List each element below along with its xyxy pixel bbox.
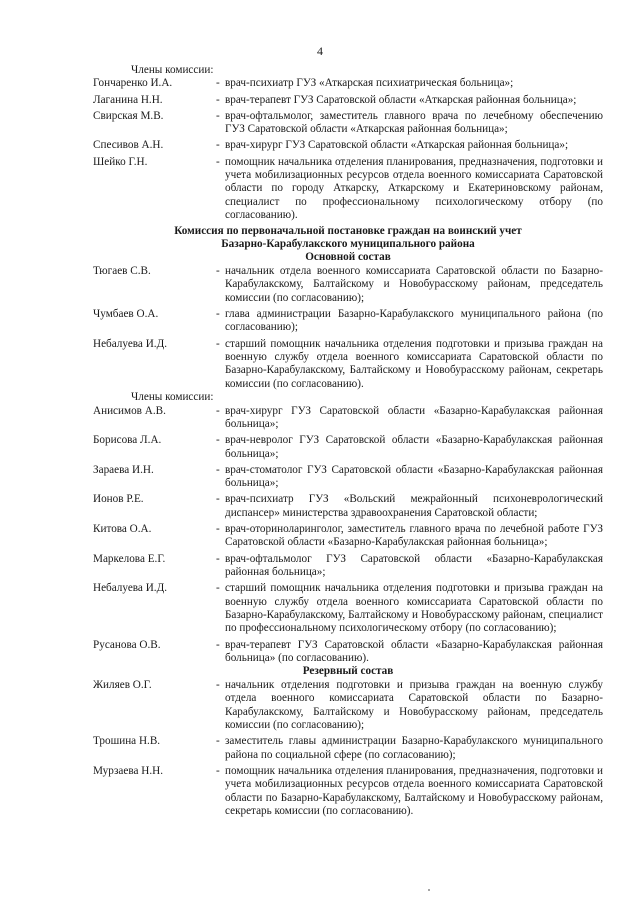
member-role: начальник отдела военного комиссариата Саратовской области по Базарно-Карабулакскому, Балтайскому и Новобурасскому районам, председатель комиссии (по согласованию); xyxy=(225,264,603,304)
member-entry xyxy=(93,77,603,90)
dash-marker: - xyxy=(216,678,220,691)
member-description xyxy=(216,139,603,152)
member-role: врач-офтальмолог ГУЗ Саратовской области «Базарно-Карабулакская районная больница»; xyxy=(225,552,603,578)
dash-marker: - xyxy=(216,155,220,168)
member-name: Маркелова Е.Г. xyxy=(93,552,166,565)
member-role: старший помощник начальника отделения подготовки и призыва граждан на военную службу отдела военного комиссариата Саратовской области по Базарно-Карабулакскому, Балтайскому и Новобурасскому районам, секретарь комиссии (по согласованию). xyxy=(225,337,603,390)
member-name: Зараева И.Н. xyxy=(93,463,154,476)
member-role: врач-психиатр ГУЗ «Вольский межрайонный психоневрологический диспансер» министерства здравоохранения Саратовской области; xyxy=(225,493,603,519)
dash-marker: - xyxy=(216,109,220,122)
member-name: Китова О.А. xyxy=(93,522,152,535)
member-entry xyxy=(93,405,603,432)
member-name: Спесивов А.Н. xyxy=(93,139,164,152)
member-role: старший помощник начальника отделения подготовки и призыва граждан на военную службу отдела военного комиссариата Саратовской области по Базарно-Карабулакскому, Балтайскому и Новобурасскому районам, специалист по профессиональному психологическому отбору (по согласованию); xyxy=(225,582,603,635)
member-description xyxy=(216,338,603,392)
member-name: Ионов Р.Е. xyxy=(93,493,144,506)
member-description xyxy=(216,405,603,432)
members-list xyxy=(93,77,603,222)
commission-members-list xyxy=(93,405,603,666)
dash-marker: - xyxy=(216,404,220,417)
dash-marker: - xyxy=(216,764,220,777)
member-entry xyxy=(93,765,603,819)
member-description xyxy=(216,582,603,636)
member-name: Мурзаева Н.Н. xyxy=(93,764,163,777)
member-name: Трошина Н.В. xyxy=(93,735,161,748)
member-role: заместитель главы администрации Базарно-Карабулакского муниципального района по социальной сфере (по согласованию); xyxy=(225,735,603,761)
member-description xyxy=(216,156,603,223)
member-description xyxy=(216,493,603,520)
main-composition-list xyxy=(93,265,603,391)
member-description xyxy=(216,110,603,137)
member-role: глава администрации Базарно-Карабулакского муниципального района (по согласованию); xyxy=(225,307,603,334)
dash-marker: - xyxy=(216,264,220,277)
member-name: Лаганина Н.Н. xyxy=(93,93,163,106)
member-description xyxy=(216,77,603,90)
member-description xyxy=(216,265,603,305)
dash-marker: - xyxy=(216,434,220,447)
member-entry xyxy=(93,338,603,392)
member-entry xyxy=(93,265,603,305)
member-entry xyxy=(93,735,603,762)
member-role: врач-невролог ГУЗ Саратовской области «Базарно-Карабулакская районная больница»; xyxy=(225,434,603,460)
member-name: Тюгаев С.В. xyxy=(93,264,151,277)
dash-marker: - xyxy=(216,735,220,748)
commission-title-line2: Базарно-Карабулакского муниципального района xyxy=(221,238,475,251)
member-entry xyxy=(93,582,603,636)
member-name: Небалуева И.Д. xyxy=(93,582,167,595)
member-role: начальник отделения подготовки и призыва граждан на военную службу отдела военного комиссариата Саратовской области по Базарно-Карабулакскому, Балтайскому и Новобурасскому районам, председатель комиссии (по согласованию); xyxy=(225,678,603,732)
dash-marker: - xyxy=(216,493,220,506)
member-description xyxy=(216,765,603,819)
member-entry xyxy=(93,679,603,733)
member-entry xyxy=(93,139,603,152)
member-entry xyxy=(93,553,603,580)
member-name: Русанова О.В. xyxy=(93,638,161,651)
dash-marker: - xyxy=(216,139,220,152)
member-description xyxy=(216,553,603,580)
reserve-composition-list xyxy=(93,679,603,819)
member-role: помощник начальника отделения планирования, предназначения, подготовки и учета мобилизационных ресурсов отдела военного комиссариата Саратовской области по Базарно-Карабулакскому, Балтайскому и Новобурасскому районам, секретарь комиссии (по согласованию). xyxy=(225,764,603,818)
dash-marker: - xyxy=(216,463,220,476)
member-name: Шейко Г.Н. xyxy=(93,155,148,168)
dash-marker: - xyxy=(216,77,220,90)
member-role: помощник начальника отделения планирования, предназначения, подготовки и учета мобилизационных ресурсов отдела военного комиссариата Саратовской области по городу Аткарску, Аткарскому и Екатериновскому районам, специалист по профессиональному психологическому отбору (по согласованию). xyxy=(225,155,603,222)
member-name: Борисова Л.А. xyxy=(93,434,162,447)
member-description xyxy=(216,523,603,550)
member-role: врач-терапевт ГУЗ Саратовской области «Базарно-Карабулакская районная больница» (по согласованию). xyxy=(225,638,603,665)
member-entry xyxy=(93,523,603,550)
member-description xyxy=(216,679,603,733)
member-name: Свирская М.В. xyxy=(93,109,164,122)
member-entry xyxy=(93,464,603,491)
page-number: 4 xyxy=(317,44,323,58)
member-role: врач-хирург ГУЗ Саратовской области «Аткарская районная больница»; xyxy=(225,139,569,152)
dash-marker: - xyxy=(216,638,220,651)
member-entry xyxy=(93,308,603,335)
member-description xyxy=(216,464,603,491)
member-description xyxy=(216,434,603,461)
dash-marker: - xyxy=(216,307,220,320)
main-composition-heading: Основной состав xyxy=(305,251,391,264)
member-entry xyxy=(93,94,603,107)
member-description xyxy=(216,735,603,762)
member-role: врач-терапевт ГУЗ Саратовской области «Аткарская районная больница»; xyxy=(225,93,577,106)
member-role: врач-хирург ГУЗ Саратовской области «Базарно-Карабулакская районная больница»; xyxy=(225,404,603,430)
member-entry xyxy=(93,434,603,461)
member-name: Анисимов А.В. xyxy=(93,404,166,417)
dash-marker: - xyxy=(216,337,220,350)
member-description xyxy=(216,94,603,107)
member-entry xyxy=(93,156,603,223)
member-name: Гончаренко И.А. xyxy=(93,77,173,90)
commission-members-label: Члены комиссии: xyxy=(131,391,214,404)
member-role: врач-оториноларинголог, заместитель главного врача по лечебной работе ГУЗ Саратовской области «Базарно-Карабулакская районная больница»; xyxy=(225,522,603,549)
dash-marker: - xyxy=(216,93,220,106)
dash-marker: - xyxy=(216,582,220,595)
member-description xyxy=(216,639,603,666)
member-entry xyxy=(93,639,603,666)
member-role: врач-офтальмолог, заместитель главного врача по лечебному обеспечению ГУЗ Саратовской области «Аткарская районная больница»; xyxy=(225,109,603,136)
document-body xyxy=(93,64,603,818)
dash-marker: - xyxy=(216,552,220,565)
member-name: Небалуева И.Д. xyxy=(93,337,167,350)
scan-speck xyxy=(428,889,430,891)
member-name: Жиляев О.Г. xyxy=(93,678,152,691)
member-entry xyxy=(93,110,603,137)
dash-marker: - xyxy=(216,522,220,535)
member-description xyxy=(216,308,603,335)
member-name: Чумбаев О.А. xyxy=(93,307,159,320)
members-label: Члены комиссии: xyxy=(131,64,214,76)
reserve-composition-heading: Резервный состав xyxy=(302,665,394,678)
member-role: врач-стоматолог ГУЗ Саратовской области «Базарно-Карабулакская районная больница»; xyxy=(225,463,603,490)
commission-title-line1: Комиссия по первоначальной постановке граждан на воинский учет xyxy=(174,224,522,237)
member-role: врач-психиатр ГУЗ «Аткарская психиатрическая больница»; xyxy=(225,77,514,90)
member-entry xyxy=(93,493,603,520)
